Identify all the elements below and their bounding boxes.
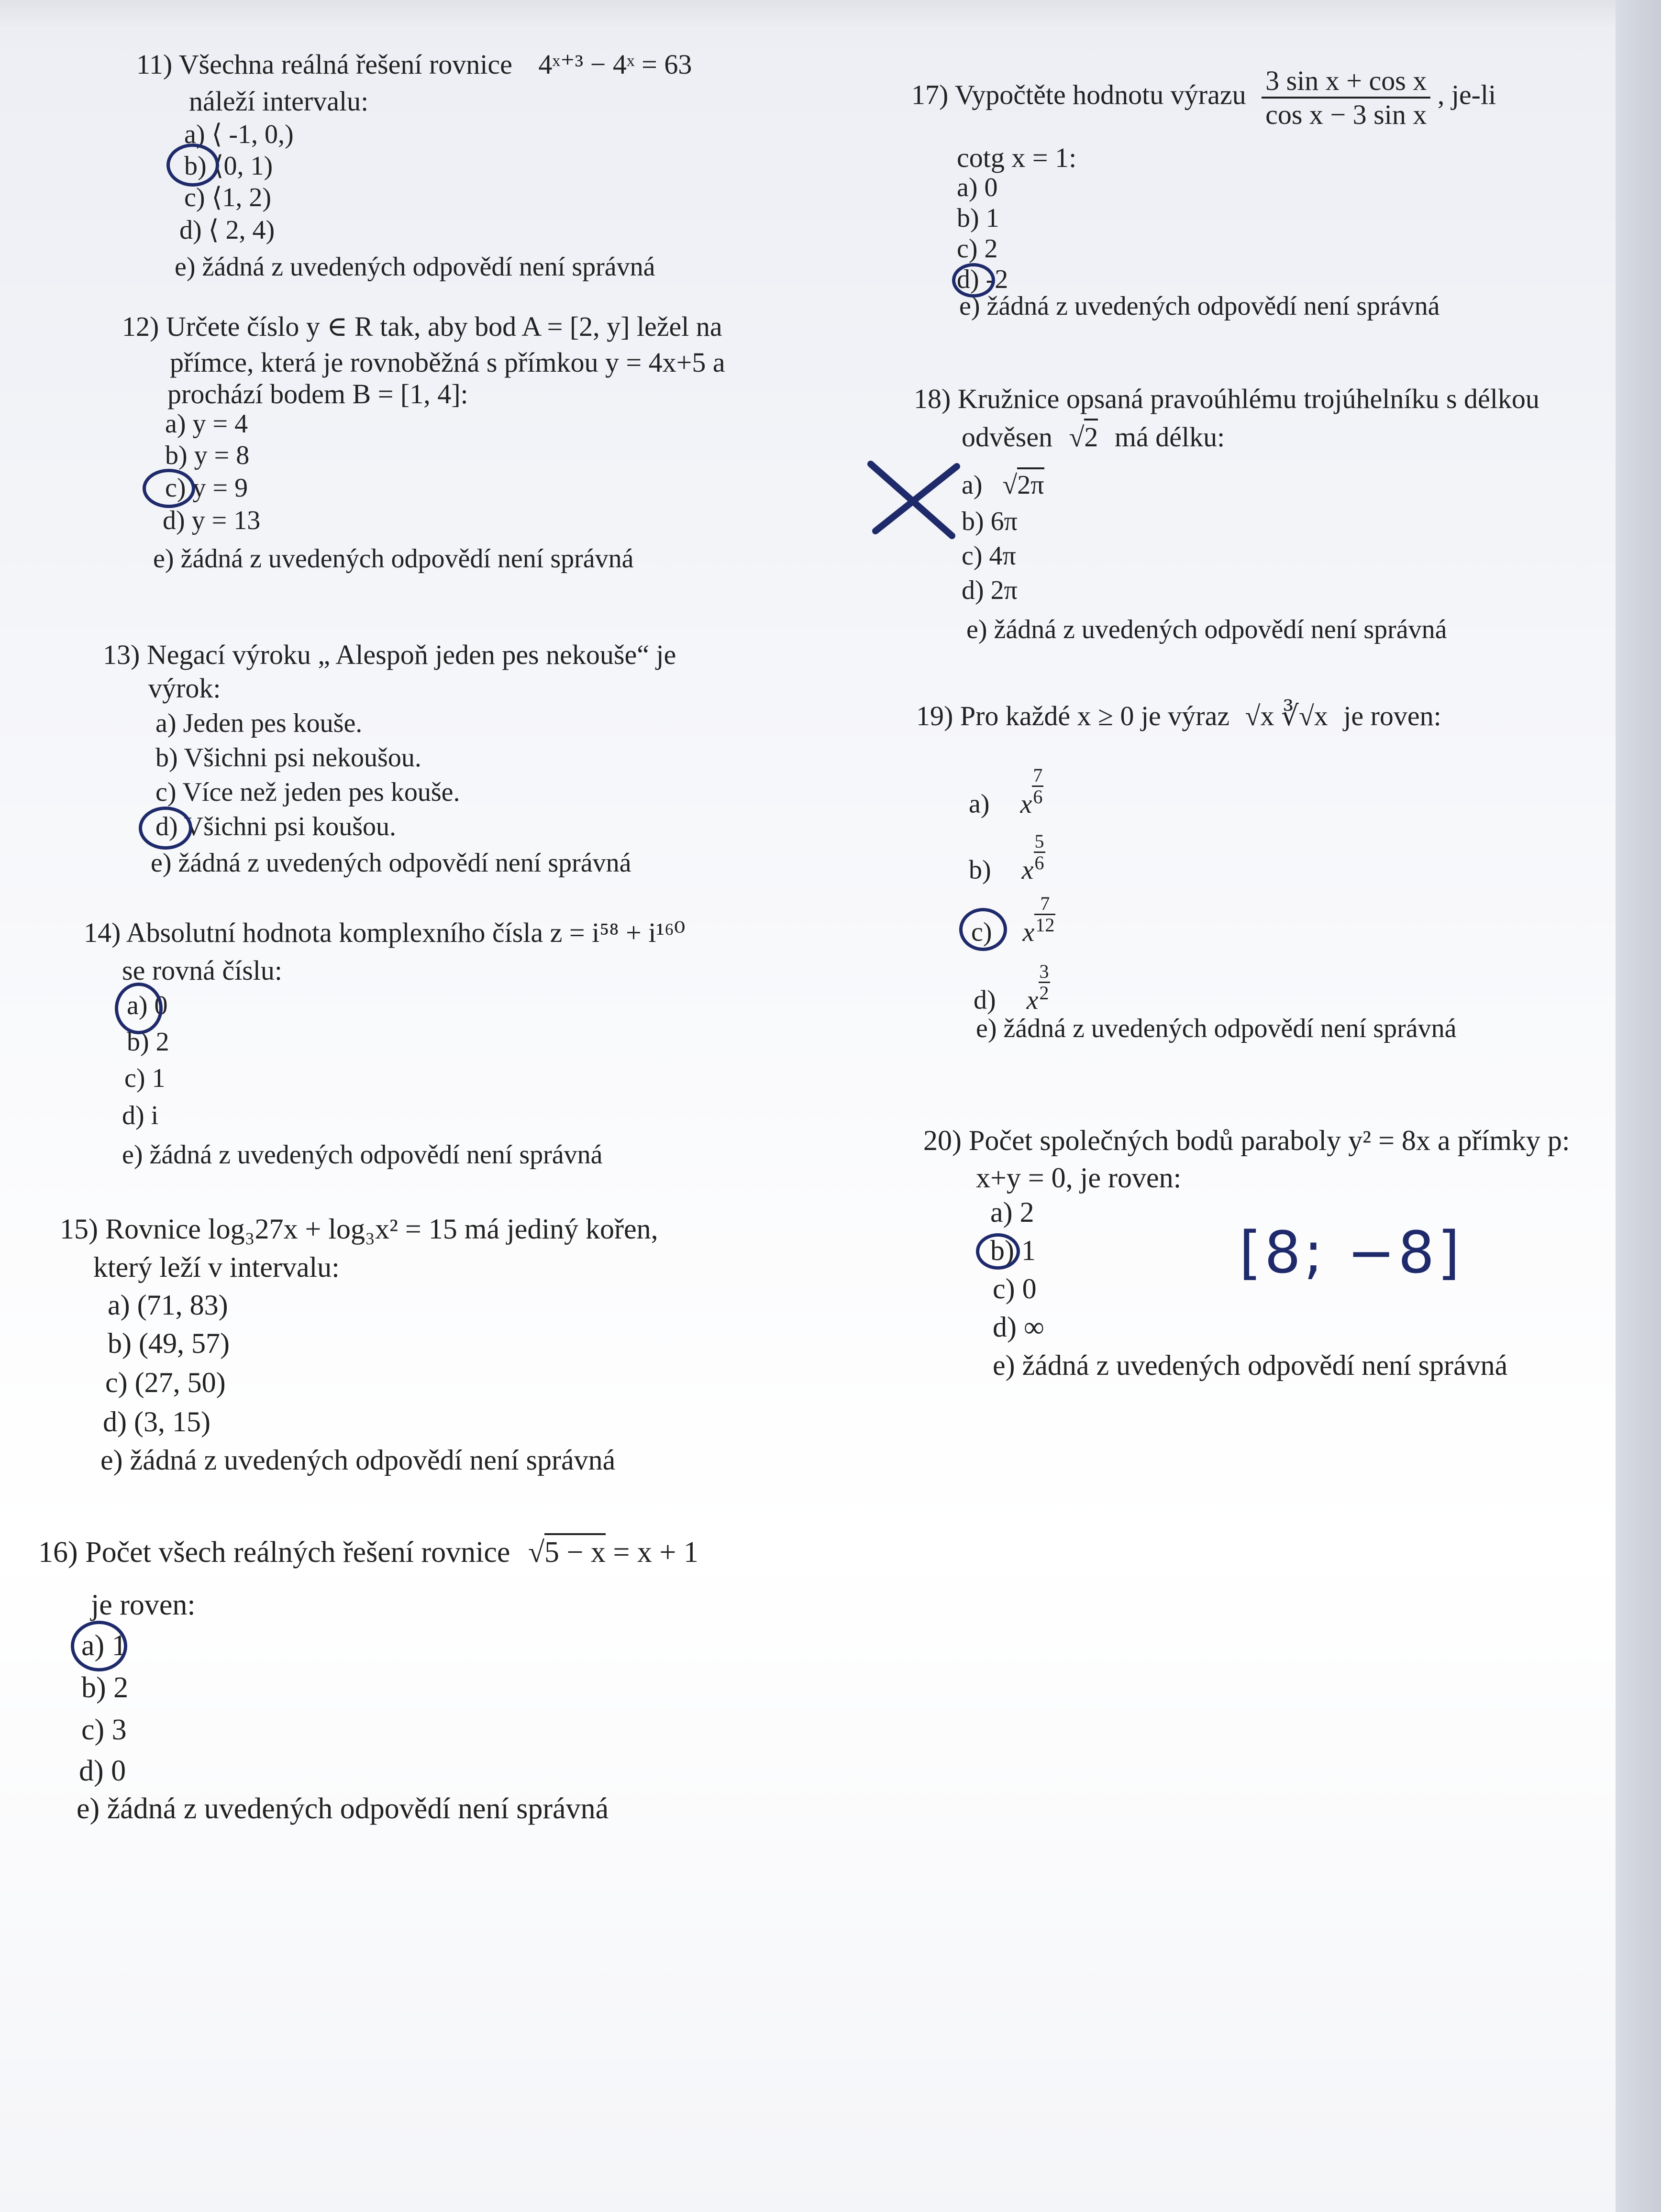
q18-line2-tail: má délku:	[1114, 421, 1225, 453]
q15-option-d[interactable]: d) (3, 15)	[103, 1406, 210, 1438]
q15-line2: který leží v intervalu:	[93, 1251, 340, 1283]
q16-equation-rest: = x + 1	[605, 1536, 698, 1569]
q13-title: 13) Negací výroku „ Alespoň jeden pes nekouše“ je	[103, 639, 676, 670]
handwritten-note: [8; −8]	[1239, 1220, 1463, 1286]
q19-option-a[interactable]	[969, 765, 1043, 819]
q20-option-b[interactable]: b) 1	[990, 1235, 1036, 1266]
q17-option-d[interactable]: d) -2	[957, 265, 1008, 294]
q17-title-text: 17) Vypočtěte hodnotu výrazu	[911, 79, 1246, 111]
q17-option-a[interactable]: a) 0	[957, 173, 998, 202]
q12-option-b[interactable]: b) y = 8	[165, 441, 250, 470]
q16-option-e[interactable]: e) žádná z uvedených odpovědí není správná	[77, 1792, 609, 1825]
q19-b-exp-num: 5	[1034, 830, 1044, 852]
q18-sqrt: √2	[1069, 421, 1098, 453]
answer-circle-q11	[166, 144, 219, 187]
answer-circle-q12	[143, 469, 195, 508]
q19-option-b-base: x	[1021, 855, 1034, 885]
q17-numerator: 3 sin x + cos x	[1262, 65, 1430, 99]
q18-option-a-label: a)	[962, 470, 983, 500]
q18-option-a[interactable]	[962, 470, 1044, 500]
q19-option-c-base: x	[1022, 917, 1035, 947]
q16-title-text: 16) Počet všech reálných řešení rovnice	[38, 1536, 510, 1569]
q11-equation: 4ˣ⁺³ − 4ˣ = 63	[538, 49, 692, 80]
q17-tail: , je-li	[1437, 79, 1496, 111]
q19-title	[916, 699, 1441, 732]
q11-sub: náleží intervalu:	[189, 86, 369, 117]
q11-option-d[interactable]: d) ⟨ 2, 4)	[179, 215, 275, 245]
q13-option-b[interactable]: b) Všichni psi nekoušou.	[155, 743, 421, 773]
q11-title	[136, 48, 692, 80]
q18-option-a-value: √2π	[1003, 470, 1044, 500]
q17-fraction	[1262, 65, 1430, 131]
q11-option-c[interactable]: c) ⟨1, 2)	[184, 183, 271, 212]
q14-line2: se rovná číslu:	[122, 955, 283, 986]
q19-option-b[interactable]	[969, 831, 1045, 885]
q16-option-a[interactable]: a) 1	[81, 1629, 127, 1662]
q17-option-b[interactable]: b) 1	[957, 203, 999, 233]
q19-option-a-base: x	[1020, 789, 1032, 819]
q19-b-exp-den: 6	[1034, 852, 1044, 874]
q18-radicand: 2	[1084, 419, 1098, 453]
q19-option-d[interactable]	[974, 962, 1050, 1016]
q13-option-d[interactable]: d) Všichni psi koušou.	[155, 812, 396, 841]
q15-option-b[interactable]: b) (49, 57)	[108, 1327, 230, 1359]
q16-equation: √5 − x = x + 1	[528, 1536, 698, 1569]
q15-option-c[interactable]: c) (27, 50)	[105, 1367, 226, 1398]
q11-title-text: 11) Všechna reálná řešení rovnice	[136, 49, 512, 80]
q12-option-d[interactable]: d) y = 13	[163, 506, 261, 535]
q13-option-a[interactable]: a) Jeden pes kouše.	[155, 708, 363, 738]
q18-option-a-radicand: 2π	[1017, 467, 1044, 500]
q19-expression: √x ∛√x	[1245, 700, 1328, 731]
q17-option-c[interactable]: c) 2	[957, 234, 998, 264]
q13-line2: výrok:	[148, 673, 221, 704]
paper-shadow	[0, 0, 1661, 29]
q19-title-text: 19) Pro každé x ≥ 0 je výraz	[916, 700, 1230, 731]
q16-option-b[interactable]: b) 2	[81, 1671, 129, 1704]
q20-option-e[interactable]: e) žádná z uvedených odpovědí není správná	[993, 1349, 1508, 1381]
q16-line2: je roven:	[91, 1589, 196, 1621]
q15-title: 15) Rovnice log₃27x + log₃x² = 15 má jediný kořen,	[60, 1213, 658, 1245]
q17-line2: cotg x = 1:	[957, 142, 1077, 173]
q18-option-b[interactable]: b) 6π	[962, 507, 1018, 536]
q14-option-b[interactable]: b) 2	[127, 1027, 169, 1057]
q19-option-d-base: x	[1026, 985, 1039, 1015]
q14-option-d[interactable]: d) i	[122, 1101, 159, 1130]
q15-option-a[interactable]: a) (71, 83)	[108, 1289, 228, 1321]
q17-title	[911, 65, 1496, 131]
q14-option-c[interactable]: c) 1	[124, 1063, 166, 1093]
q17-option-e[interactable]: e) žádná z uvedených odpovědí není správná	[959, 291, 1440, 321]
answer-circle-q14	[115, 983, 163, 1034]
q11-option-e[interactable]: e) žádná z uvedených odpovědí není správná	[175, 252, 655, 282]
answer-circle-q16	[71, 1621, 127, 1671]
q12-option-e[interactable]: e) žádná z uvedených odpovědí není správná	[153, 544, 634, 574]
q15-option-e[interactable]: e) žádná z uvedených odpovědí není správná	[100, 1444, 616, 1476]
q16-title	[38, 1536, 698, 1570]
paper-edge	[1616, 0, 1661, 2212]
answer-circle-q20	[976, 1233, 1020, 1270]
q11-option-a[interactable]: a) ⟨ -1, 0,)	[184, 120, 294, 149]
q20-line2: x+y = 0, je roven:	[976, 1162, 1182, 1194]
q18-option-e[interactable]: e) žádná z uvedených odpovědí není správná	[966, 615, 1447, 644]
q20-title: 20) Počet společných bodů paraboly y² = 8x a přímky p:	[923, 1125, 1570, 1156]
q13-option-c[interactable]: c) Více než jeden pes kouše.	[155, 777, 460, 807]
q16-option-c[interactable]: c) 3	[81, 1714, 127, 1746]
q19-d-exp-den: 2	[1039, 982, 1049, 1004]
q19-a-exp-num: 7	[1033, 764, 1043, 786]
q19-option-a-exponent	[1032, 765, 1043, 807]
q18-option-c[interactable]: c) 4π	[962, 541, 1016, 571]
q18-line2	[962, 421, 1225, 453]
q17-denominator: cos x − 3 sin x	[1265, 99, 1427, 130]
answer-circle-q13	[139, 807, 192, 850]
q12-title: 12) Určete číslo y ∈ R tak, aby bod A = [2, y] ležel na	[122, 311, 722, 342]
q20-option-a[interactable]: a) 2	[990, 1196, 1034, 1228]
q19-c-exp-num: 7	[1034, 894, 1055, 915]
q20-option-d[interactable]: d) ∞	[993, 1311, 1044, 1343]
q18-option-d[interactable]: d) 2π	[962, 575, 1018, 605]
q19-d-exp-num: 3	[1039, 961, 1049, 982]
q11-option-b[interactable]: b) ⟨0, 1)	[184, 151, 273, 181]
answer-circle-q19	[959, 908, 1007, 951]
q16-option-d[interactable]: d) 0	[79, 1755, 126, 1787]
q19-a-exp-den: 6	[1033, 786, 1043, 807]
q19-tail: je roven:	[1343, 700, 1441, 731]
q14-option-e[interactable]: e) žádná z uvedených odpovědí není správná	[122, 1140, 603, 1170]
q14-option-a[interactable]: a) 0	[127, 991, 168, 1020]
q19-option-b-exponent	[1034, 831, 1045, 873]
q12-line2: přímce, která je rovnoběžná s přímkou y = 4x+5 a	[170, 347, 725, 378]
q19-c-exp-den: 12	[1035, 914, 1055, 936]
q19-option-a-label: a)	[969, 789, 990, 819]
q14-title: 14) Absolutní hodnota komplexního čísla z = i⁵⁸ + i¹⁶⁰	[84, 917, 686, 948]
q19-option-d-exponent	[1039, 962, 1050, 1003]
q19-option-e[interactable]: e) žádná z uvedených odpovědí není správná	[976, 1014, 1457, 1043]
q12-option-c[interactable]: c) y = 9	[165, 473, 248, 503]
q16-radicand: 5 − x	[544, 1533, 606, 1569]
q19-option-b-label: b)	[969, 855, 991, 885]
q13-option-e[interactable]: e) žádná z uvedených odpovědí není správná	[151, 848, 631, 878]
q19-option-d-label: d)	[974, 985, 996, 1015]
answer-circle-q17	[952, 263, 995, 298]
q20-option-c[interactable]: c) 0	[993, 1273, 1037, 1305]
q18-title: 18) Kružnice opsaná pravoúhlému trojúhelníku s délkou	[914, 383, 1539, 414]
q19-option-c-exponent	[1034, 894, 1055, 935]
q12-line3: prochází bodem B = [1, 4]:	[167, 378, 468, 409]
q12-option-a[interactable]: a) y = 4	[165, 409, 248, 439]
q19-option-c-label: c)	[971, 917, 992, 947]
cross-out-mark	[861, 454, 966, 545]
q18-line2-text: odvěsen	[962, 421, 1053, 453]
